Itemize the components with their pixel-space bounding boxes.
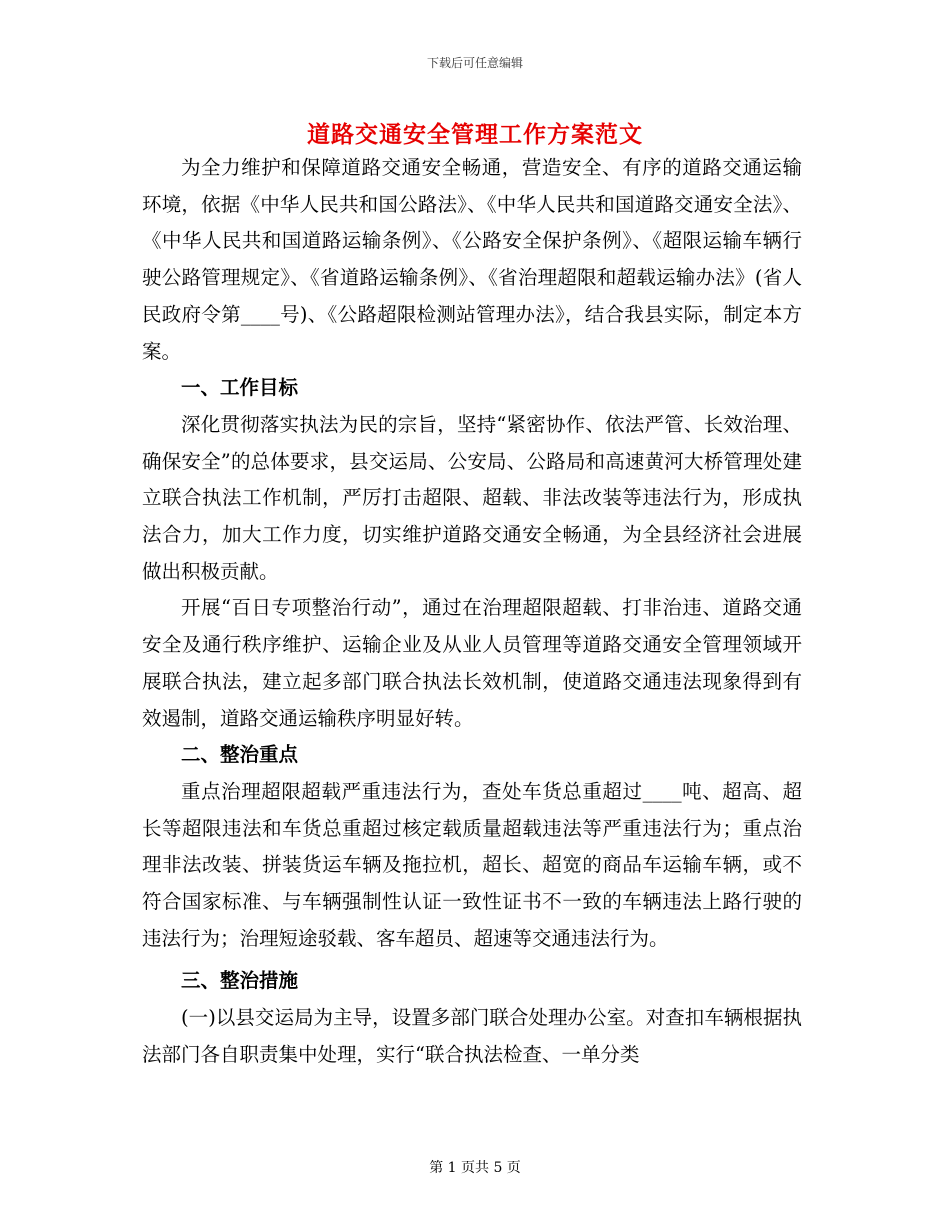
- document-body: [142, 150, 802, 1074]
- paragraph-goals-2: 开展“百日专项整治行动”，通过在治理超限超载、打非治违、道路交通安全及通行秩序维护、运输企业及从业人员管理等道路交通安全管理领域开展联合执法，建立起多部门联合执法长效机制，使道路交通违法现象得到有效遏制，道路交通运输秩序明显好转。: [142, 596, 802, 730]
- section-heading-measures: 三、整治措施: [181, 969, 299, 993]
- paragraph-intro: 为全力维护和保障道路交通安全畅通，营造安全、有序的道路交通运输环境，依据《中华人民共和国公路法》、《中华人民共和国道路交通安全法》、《中华人民共和国道路运输条例》、《公路安全保护条例》、《超限运输车辆行驶公路管理规定》、《省道路运输条例》、《省治理超限和超载运输办法》(省人民政府令第____号)、《公路超限检测站管理办法》，结合我县实际，制定本方案。: [142, 156, 802, 363]
- paragraph-measures-1: (一)以县交运局为主导，设置多部门联合处理办公室。对查扣车辆根据执法部门各自职责集中处理，实行“联合执法检查、一单分类: [142, 1006, 802, 1066]
- section-heading-goals: 一、工作目标: [181, 376, 299, 400]
- paragraph-goals-1: 深化贯彻落实执法为民的宗旨，坚持“紧密协作、依法严管、长效治理、确保安全”的总体要求，县交运局、公安局、公路局和高速黄河大桥管理处建立联合执法工作机制，严厉打击超限、超载、非法改装等违法行为，形成执法合力，加大工作力度，切实维护道路交通安全畅通，为全县经济社会进展做出积极贡献。: [142, 412, 802, 583]
- paragraph-focus: 重点治理超限超载严重违法行为，查处车货总重超过____吨、超高、超长等超限违法和车货总重超过核定载质量超载违法等严重违法行为；重点治理非法改装、拼装货运车辆及拖拉机，超长、超宽的商品车运输车辆，或不符合国家标准、与车辆强制性认证一致性证书不一致的车辆违法上路行驶的违法行为；治理短途驳载、客车超员、超速等交通违法行为。: [142, 779, 802, 950]
- page-footer: 第 1 页共 5 页: [429, 1160, 521, 1176]
- header-note: 下载后可任意编辑: [426, 56, 523, 70]
- section-heading-focus: 二、整治重点: [181, 743, 299, 767]
- document-title: 道路交通安全管理工作方案范文: [307, 121, 643, 148]
